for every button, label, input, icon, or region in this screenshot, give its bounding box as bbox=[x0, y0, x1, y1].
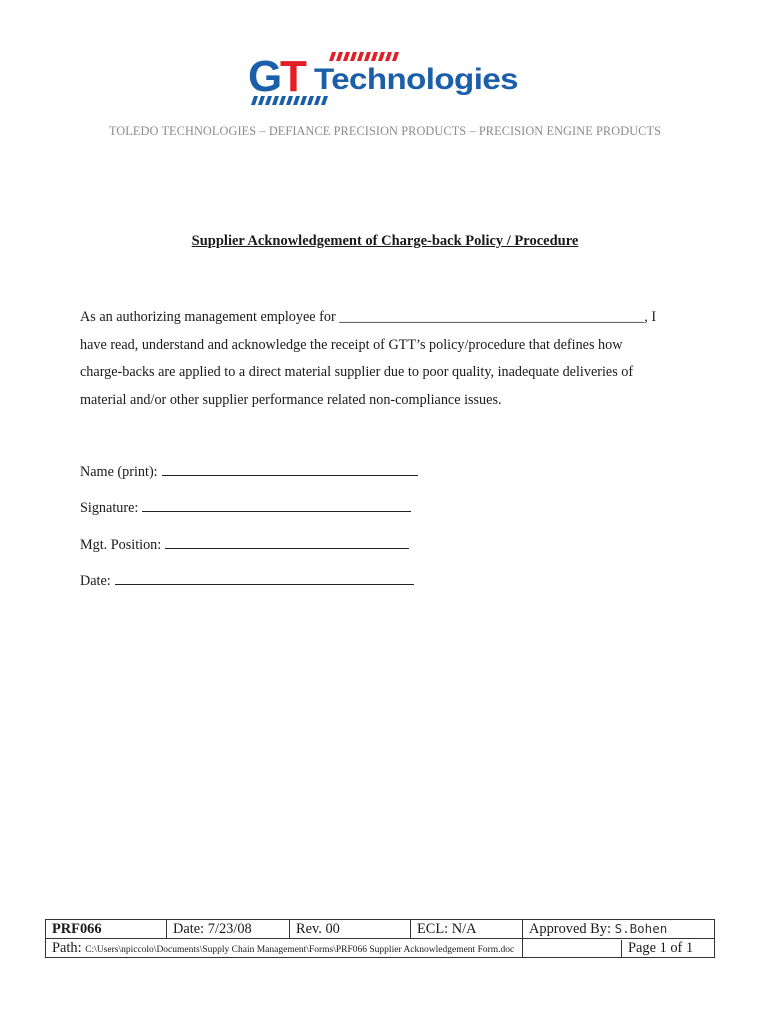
speed-stripes-top bbox=[329, 52, 399, 61]
path-label: Path: bbox=[52, 939, 82, 956]
approved-label: Approved By: bbox=[529, 920, 611, 937]
paragraph-line: As an authorizing management employee for ___________________________________________, I bbox=[80, 309, 657, 325]
signature-label: Signature: bbox=[80, 500, 139, 516]
position-label: Mgt. Position: bbox=[80, 537, 162, 553]
path-value: C:\Users\npiccolo\Documents\Supply Chain Management\Forms\PRF066 Supplier Acknowledgement Form.doc bbox=[85, 944, 515, 955]
approved-by bbox=[523, 920, 715, 939]
logo-word: Technologies bbox=[314, 63, 518, 96]
form-date: Date: 7/23/08 bbox=[167, 920, 290, 939]
document-footer-table bbox=[45, 919, 715, 958]
page-number-text: Page 1 of 1 bbox=[621, 940, 708, 957]
ecl: ECL: N/A bbox=[411, 920, 523, 939]
paragraph-line: charge-backs are applied to a direct material supplier due to poor quality, inadequate deliveries of bbox=[80, 364, 634, 380]
form-number: PRF066 bbox=[46, 920, 167, 939]
logo-gt-t: T bbox=[280, 52, 307, 101]
page-number bbox=[523, 939, 715, 958]
name-line[interactable] bbox=[162, 462, 418, 476]
name-label: Name (print): bbox=[80, 464, 158, 480]
acknowledgement-paragraph bbox=[80, 304, 700, 414]
footer-row-info bbox=[46, 920, 715, 939]
name-field[interactable] bbox=[80, 462, 418, 481]
date-line[interactable] bbox=[115, 571, 414, 585]
approved-value: S.Bohen bbox=[614, 920, 668, 936]
date-field[interactable] bbox=[80, 571, 414, 590]
signature-line[interactable] bbox=[142, 498, 411, 512]
position-line[interactable] bbox=[165, 535, 409, 549]
logo-gt-g: G bbox=[248, 52, 283, 101]
date-label: Date: bbox=[80, 573, 111, 589]
file-path bbox=[46, 939, 523, 958]
revision: Rev. 00 bbox=[290, 920, 411, 939]
paragraph-line: material and/or other supplier performance related non-compliance issues. bbox=[80, 391, 502, 408]
position-field[interactable] bbox=[80, 535, 409, 554]
paragraph-line: have read, understand and acknowledge the receipt of GTT’s policy/procedure that defines how bbox=[80, 336, 623, 353]
signature-field[interactable] bbox=[80, 498, 411, 517]
footer-row-path bbox=[46, 939, 715, 958]
document-title: Supplier Acknowledgement of Charge-back Policy / Procedure bbox=[191, 233, 579, 249]
gt-technologies-logo bbox=[246, 49, 526, 109]
company-divisions: TOLEDO TECHNOLOGIES – DEFIANCE PRECISION PRODUCTS – PRECISION ENGINE PRODUCTS bbox=[108, 124, 662, 138]
